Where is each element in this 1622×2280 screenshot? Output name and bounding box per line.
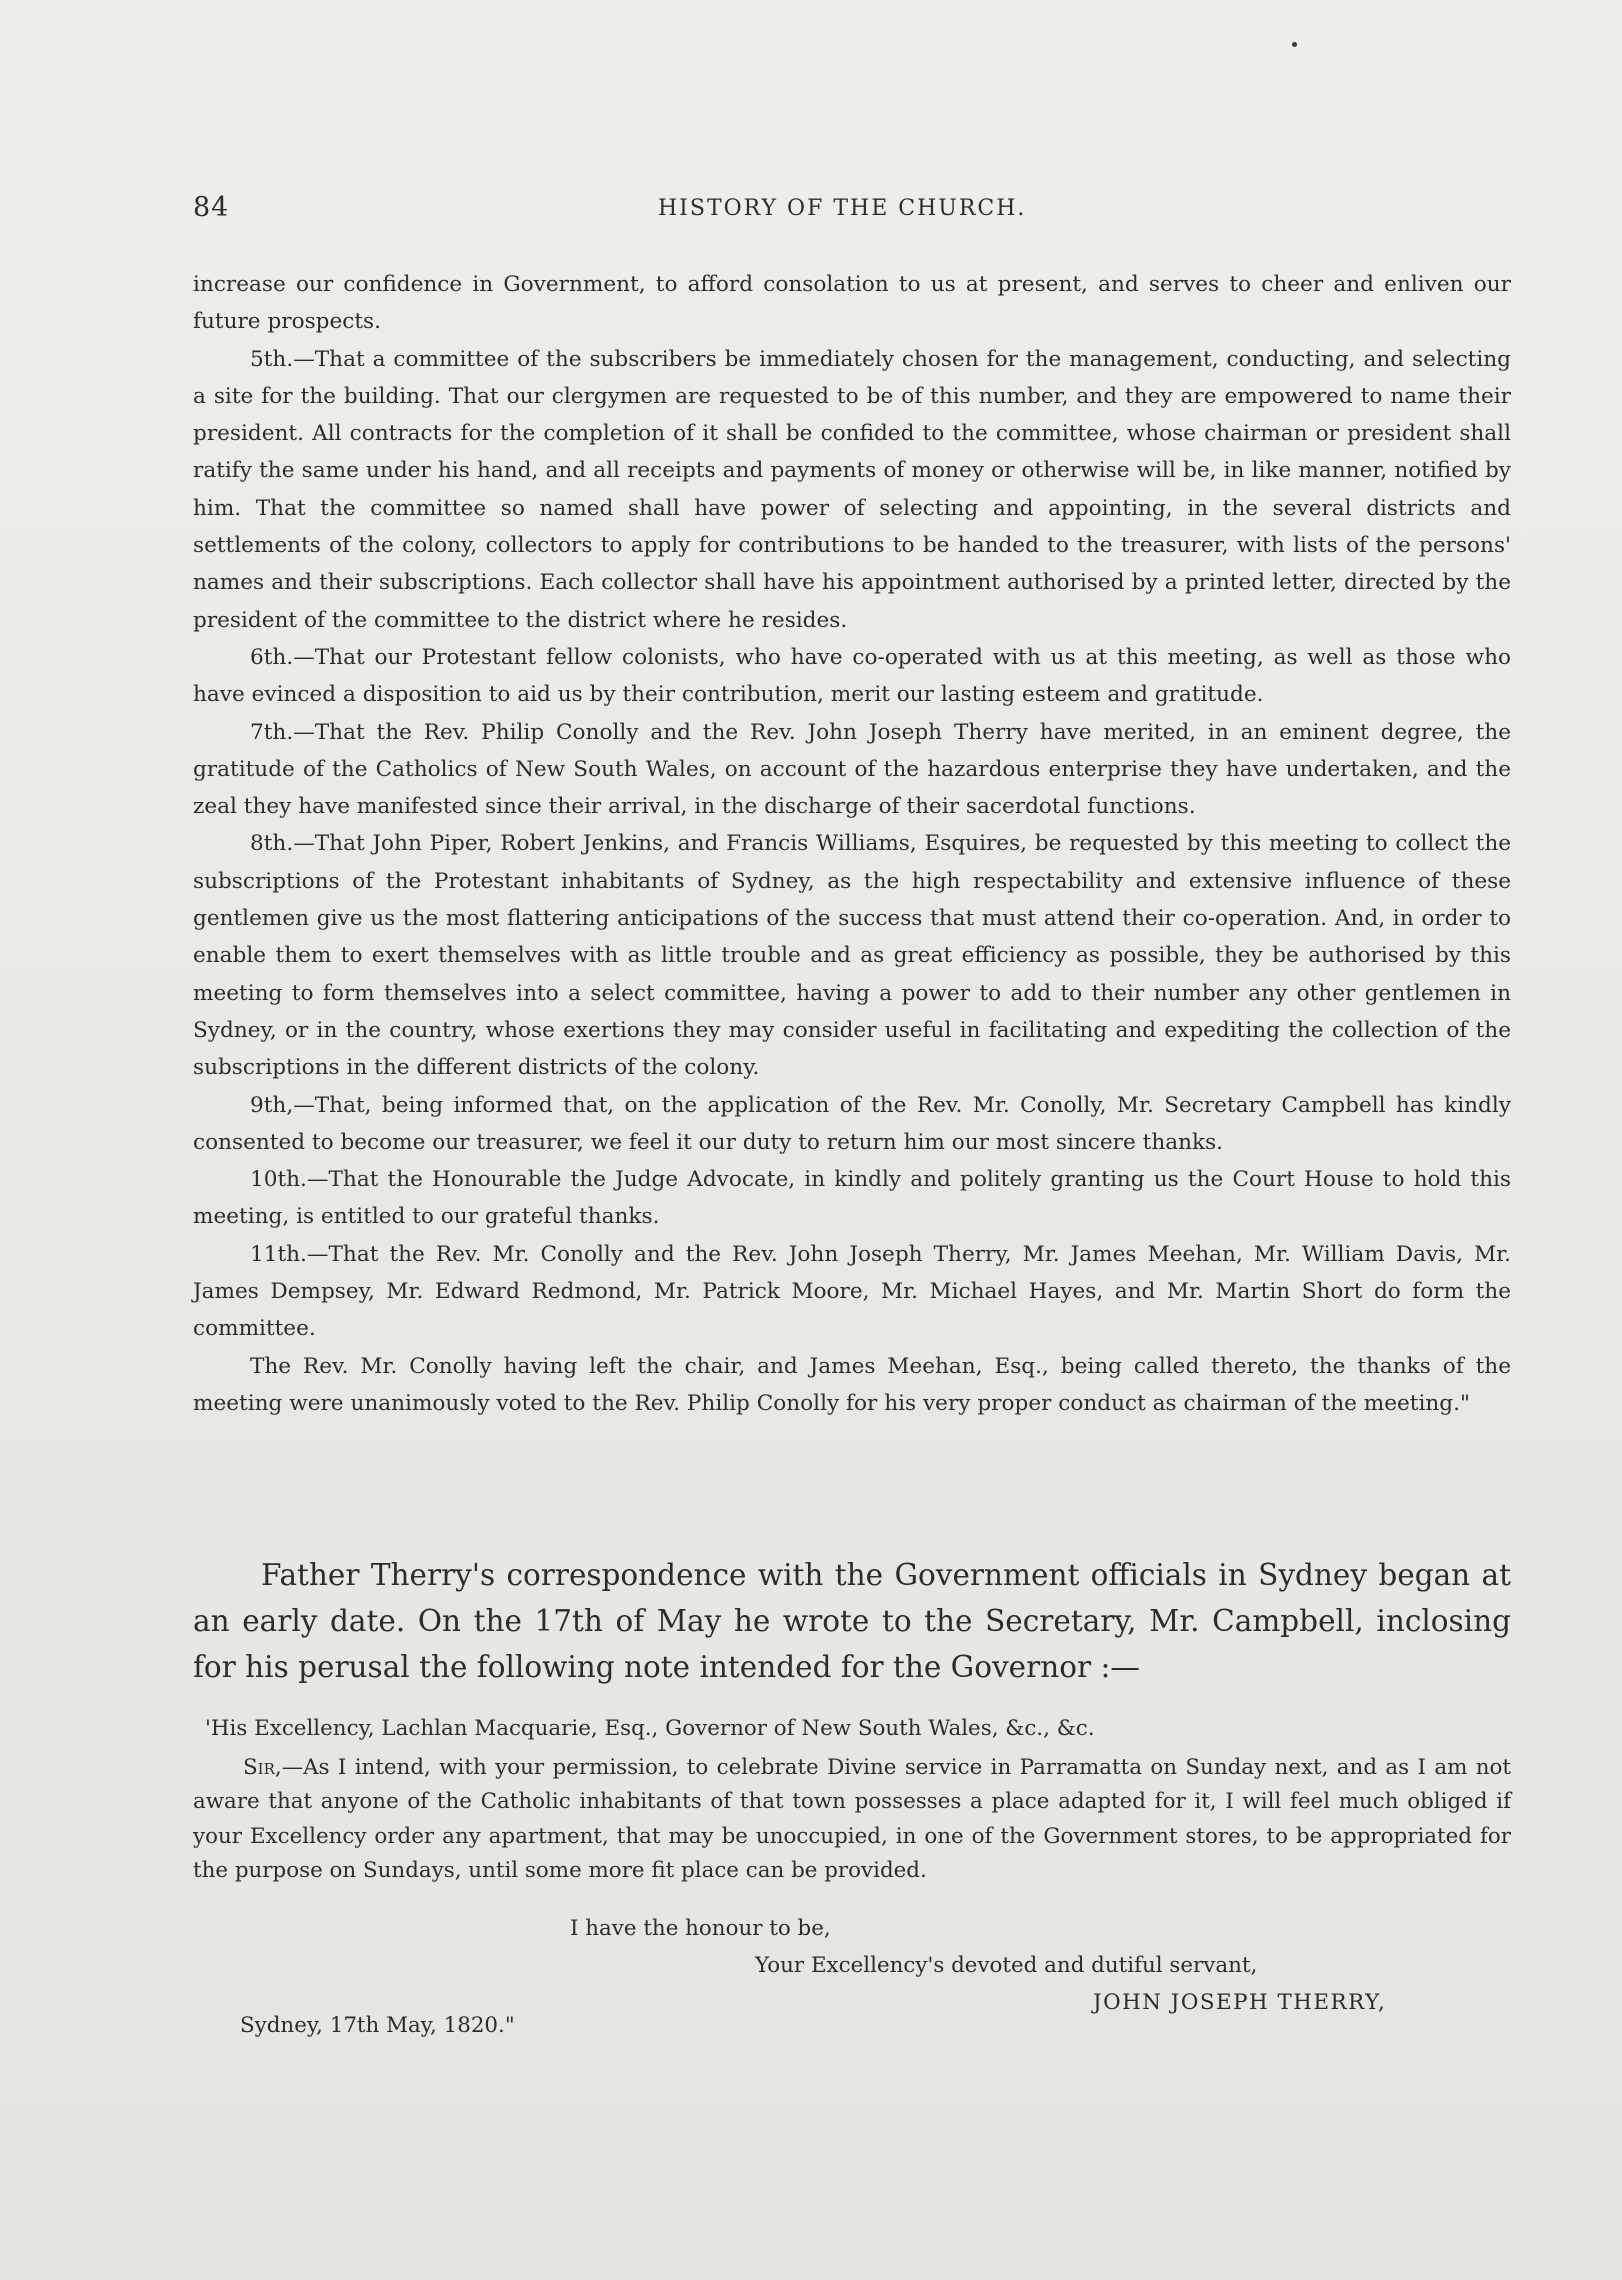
paragraph-continuation: increase our confidence in Government, to afford consolation to us at present, and serves to cheer and enliven our future prospects. (193, 272, 1511, 335)
letter-dateline: Sydney, 17th May, 1820." (240, 2013, 515, 2038)
narrative-paragraph (193, 1552, 1511, 1690)
narrative-text: Father Therry's correspondence with the Government officials in Sydney began at an early date. On the 17th of May he wrote to the Secretary, Mr. Campbell, inclosing for his perusal the following note intended for the Governor :— (193, 1558, 1511, 1684)
letter-body (193, 1751, 1511, 1889)
letter-salutation: Sir, (243, 1754, 282, 1780)
letter-body-text: —As I intend, with your permission, to celebrate Divine service in Parramatta on Sunday next, and as I am not aware that anyone of the Catholic inhabitants of that town possesses a place adapted for it, I will feel much obliged if your Excellency order any apartment, that may be unoccupied, in one of the Government stores, to be appropriated for the purpose on Sundays, until some more fit place can be provided. (193, 1754, 1511, 1883)
resolution-10th: 10th.—That the Honourable the Judge Advocate, in kindly and politely granting us the Court House to hold this meeting, is entitled to our grateful thanks. (193, 1167, 1511, 1230)
page-number: 84 (193, 192, 230, 223)
resolution-9th: 9th,—That, being informed that, on the application of the Rev. Mr. Conolly, Mr. Secretary Campbell has kindly consented to become our treasurer, we feel it our duty to return him our most sincere thanks. (193, 1092, 1511, 1155)
letter-signature: JOHN JOSEPH THERRY, (1093, 1990, 1387, 2015)
letter-closing-servant: Your Excellency's devoted and dutiful servant, (755, 1953, 1258, 1978)
letter-quote (193, 1712, 1511, 1889)
resolution-8th: 8th.—That John Piper, Robert Jenkins, and Francis Williams, Esquires, be requested by this meeting to collect the subscriptions of the Protestant inhabitants of Sydney, as the high respectability and extensive influence of these gentlemen give us the most flattering anticipations of the success that must attend their co-operation. And, in order to enable them to exert themselves with as little trouble and as great efficiency as possible, they be authorised by this meeting to form themselves into a select committee, having a power to add to their number any other gentlemen in Sydney, or in the country, whose exertions they may consider useful in facilitating and expediting the collection of the subscriptions in the different districts of the colony. (193, 831, 1511, 1081)
page-header (193, 192, 1513, 232)
ink-speck (1292, 42, 1297, 47)
letter-address: 'His Excellency, Lachlan Macquarie, Esq., Governor of New South Wales, &c., &c. (205, 1716, 1095, 1741)
resolutions-text (193, 266, 1511, 1422)
resolution-11th: 11th.—That the Rev. Mr. Conolly and the Rev. John Joseph Therry, Mr. James Meehan, Mr. William Davis, Mr. James Dempsey, Mr. Edward Redmond, Mr. Patrick Moore, Mr. Michael Hayes, and Mr. Martin Short do form the committee. (193, 1241, 1511, 1342)
meeting-conclusion: The Rev. Mr. Conolly having left the chair, and James Meehan, Esq., being called thereto, the thanks of the meeting were unanimously voted to the Rev. Philip Conolly for his very proper conduct as chairman of the meeting." (193, 1353, 1511, 1416)
resolution-5th: 5th.—That a committee of the subscribers be immediately chosen for the management, conducting, and selecting a site for the building. That our clergymen are requested to be of this number, and they are empowered to name their president. All contracts for the completion of it shall be confided to the committee, whose chairman or president shall ratify the same under his hand, and all receipts and payments of money or otherwise will be, in like manner, notified by him. That the committee so named shall have power of selecting and appointing, in the several districts and settlements of the colony, collectors to apply for contributions to be handed to the treasurer, with lists of the persons' names and their subscriptions. Each collector shall have his appointment authorised by a printed letter, directed by the president of the committee to the district where he resides. (193, 346, 1511, 633)
letter-closing-honour: I have the honour to be, (570, 1916, 831, 1941)
running-title: HISTORY OF THE CHURCH. (658, 196, 1027, 221)
resolution-7th: 7th.—That the Rev. Philip Conolly and the Rev. John Joseph Therry have merited, in an eminent degree, the gratitude of the Catholics of New South Wales, on account of the hazardous enterprise they have undertaken, and the zeal they have manifested since their arrival, in the discharge of their sacerdotal functions. (193, 719, 1511, 820)
resolution-6th: 6th.—That our Protestant fellow colonists, who have co-operated with us at this meeting, as well as those who have evinced a disposition to aid us by their contribution, merit our lasting esteem and gratitude. (193, 644, 1511, 708)
